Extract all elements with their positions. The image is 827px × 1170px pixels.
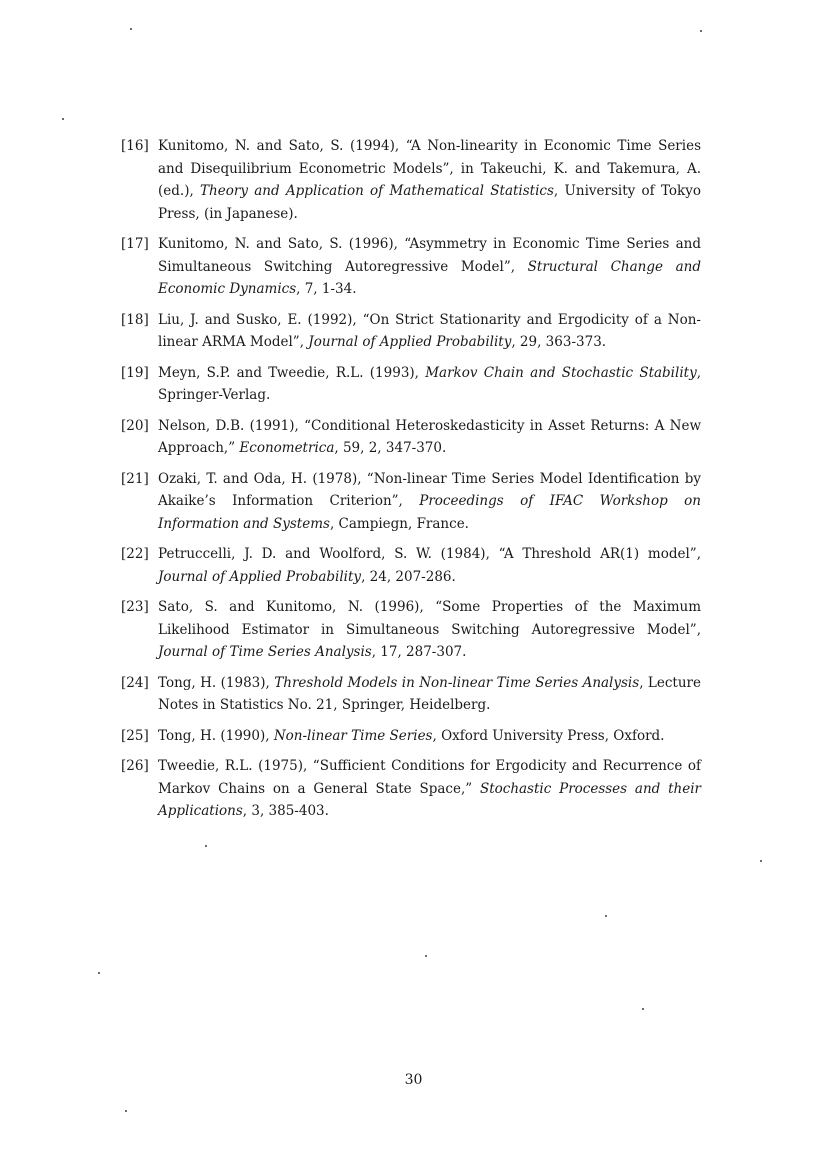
reference-text-end: , University of Tokyo Press, (in Japanese). <box>158 183 701 222</box>
reference-text-end: , 24, 207-286. <box>361 568 456 585</box>
reference-item <box>121 755 701 823</box>
scan-speck <box>642 1008 644 1010</box>
reference-text: Kunitomo, N. and Sato, S. (1996), “Asymmetry in Economic Time Series and Simultaneous Switching Autoregressive Model”, <box>158 236 701 275</box>
reference-item <box>121 725 701 748</box>
reference-number: [17] <box>121 236 149 252</box>
reference-item <box>121 415 701 460</box>
reference-item <box>121 468 701 536</box>
reference-number: [26] <box>121 758 149 774</box>
reference-source-title: Journal of Applied Probability <box>158 568 362 585</box>
reference-text: Meyn, S.P. and Tweedie, R.L. (1993), <box>158 364 426 381</box>
reference-text-end: , 3, 385-403. <box>242 803 329 819</box>
scan-speck <box>130 28 132 30</box>
reference-text-end: , 17, 287-307. <box>371 644 467 660</box>
scan-speck <box>98 972 100 974</box>
reference-text-end: , Oxford University Press, Oxford. <box>432 727 665 744</box>
scan-speck <box>700 30 702 32</box>
scan-speck <box>125 1110 127 1112</box>
reference-text: Tweedie, R.L. (1975), “Sufficient Conditions for Ergodicity and Recurrence of Markov Chains on a General State Space,” <box>158 758 701 797</box>
reference-item <box>121 596 701 664</box>
reference-text-end: , Springer-Verlag. <box>158 364 701 403</box>
reference-item <box>121 362 701 407</box>
reference-number: [25] <box>121 727 149 744</box>
page-number: 30 <box>404 1072 423 1088</box>
reference-source-title: Journal of Applied Probability <box>308 334 512 350</box>
reference-text-end: , Lecture Notes in Statistics No. 21, Springer, Heidelberg. <box>158 674 701 713</box>
reference-item <box>121 309 701 354</box>
scan-speck <box>62 118 64 120</box>
reference-text-end: , Campiegn, France. <box>329 515 469 532</box>
scan-speck <box>205 845 207 847</box>
reference-number: [23] <box>121 599 149 615</box>
reference-source-title: Journal of Time Series Analysis <box>158 644 372 660</box>
reference-text: Tong, H. (1983), <box>158 674 275 691</box>
reference-text-end: , 29, 363-373. <box>511 334 607 350</box>
reference-source-title: Theory and Application of Mathematical Statistics <box>200 183 554 199</box>
reference-number: [24] <box>121 674 149 691</box>
scan-speck <box>605 915 607 917</box>
reference-text: Liu, J. and Susko, E. (1992), “On Strict Stationarity and Ergodicity of a Non-linear ARMA Model”, <box>158 311 701 350</box>
reference-text: Ozaki, T. and Oda, H. (1978), “Non-linear Time Series Model Identification by Akaike’s Information Criterion”, <box>158 470 701 509</box>
reference-number: [22] <box>121 546 149 562</box>
reference-number: [21] <box>121 470 149 487</box>
reference-text: Petruccelli, J. D. and Woolford, S. W. (1984), “A Threshold AR(1) model”, <box>158 546 701 562</box>
reference-text: Nelson, D.B. (1991), “Conditional Heteroskedasticity in Asset Returns: A New Approach,” <box>158 417 701 456</box>
reference-list <box>121 135 701 831</box>
reference-number: [20] <box>121 417 149 434</box>
reference-number: [18] <box>121 311 149 328</box>
reference-text: Sato, S. and Kunitomo, N. (1996), “Some Properties of the Maximum Likelihood Estimator in Simultaneous Switching Autoregressive Model”, <box>158 599 701 638</box>
reference-item <box>121 135 701 225</box>
reference-source-title: Markov Chain and Stochastic Stability <box>425 364 697 381</box>
reference-item <box>121 672 701 717</box>
reference-source-title: Stochastic Processes and their Applications <box>158 780 701 819</box>
reference-source-title: Threshold Models in Non-linear Time Series Analysis <box>274 674 640 691</box>
reference-text: Kunitomo, N. and Sato, S. (1994), “A Non-linearity in Economic Time Series and Disequilibrium Econometric Models”, in Takeuchi, K. and Takemura, A. (ed.), <box>158 138 701 199</box>
reference-source-title: Structural Change and Economic Dynamics <box>158 258 701 297</box>
scan-speck <box>760 860 762 862</box>
reference-text: Tong, H. (1990), <box>158 727 274 744</box>
reference-number: [19] <box>121 364 149 381</box>
reference-text-end: , 59, 2, 347-370. <box>334 440 447 456</box>
reference-source-title: Proceedings of IFAC Workshop on Information and Systems <box>158 493 701 532</box>
reference-item <box>121 543 701 588</box>
reference-text-end: , 7, 1-34. <box>296 281 357 297</box>
reference-source-title: Econometrica <box>239 440 335 456</box>
reference-number: [16] <box>121 138 149 154</box>
reference-source-title: Non-linear Time Series <box>273 727 433 744</box>
scan-speck <box>425 955 427 957</box>
reference-item <box>121 233 701 301</box>
